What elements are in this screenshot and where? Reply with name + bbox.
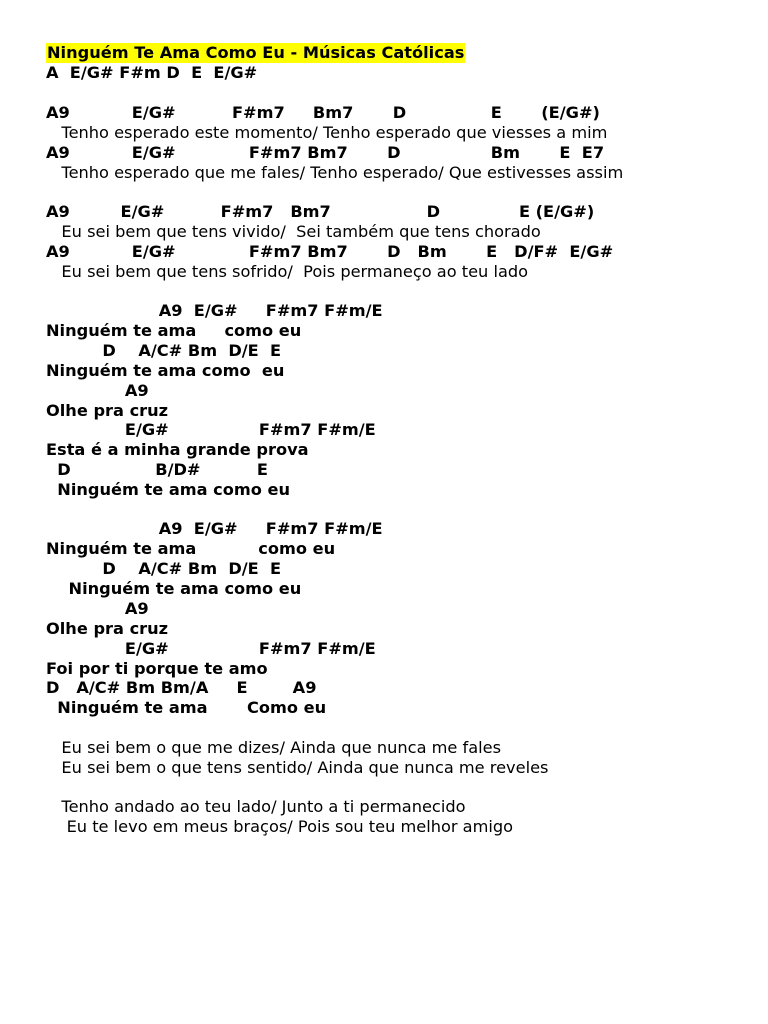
chorus-lyric-line: Ninguém te ama como eu	[46, 539, 336, 558]
chord-line: D B/D# E	[46, 460, 268, 479]
chord-line: A9	[46, 381, 149, 400]
chord-line: A E/G# F#m D E E/G#	[46, 63, 258, 82]
lyric-line: Eu sei bem que tens sofrido/ Pois permaneço ao teu lado	[46, 262, 529, 281]
lyric-line: Tenho esperado que me fales/ Tenho esperado/ Que estivesses assim	[46, 163, 624, 182]
song-title: Ninguém Te Ama Como Eu - Músicas Católicas	[47, 43, 465, 62]
chord-line: A9 E/G# F#m7 Bm7 D Bm E E7	[46, 143, 605, 162]
lyric-line: Eu sei bem que tens vivido/ Sei também que tens chorado	[46, 222, 541, 241]
chord-line: E/G# F#m7 F#m/E	[46, 639, 376, 658]
lyric-line: Tenho andado ao teu lado/ Junto a ti permanecido	[46, 797, 466, 816]
chord-line: D A/C# Bm D/E E	[46, 559, 282, 578]
lyric-line: Eu te levo em meus braços/ Pois sou teu melhor amigo	[46, 817, 514, 836]
chord-line: A9 E/G# F#m7 Bm7 D E (E/G#)	[46, 103, 600, 122]
chord-line: A9 E/G# F#m7 Bm7 D E (E/G#)	[46, 202, 595, 221]
chorus-lyric-line: Olhe pra cruz	[46, 401, 169, 420]
chord-line: D A/C# Bm Bm/A E A9	[46, 678, 317, 697]
chord-line: D A/C# Bm D/E E	[46, 341, 282, 360]
chord-line: A9 E/G# F#m7 F#m/E	[46, 301, 383, 320]
lyric-line: Tenho esperado este momento/ Tenho esperado que viesses a mim	[46, 123, 608, 142]
chorus-lyric-line: Ninguém te ama como eu	[46, 361, 285, 380]
chorus-lyric-line: Ninguém te ama como eu	[46, 321, 302, 340]
chorus-lyric-line: Ninguém te ama como eu	[46, 480, 291, 499]
chord-line: A9 E/G# F#m7 Bm7 D Bm E D/F# E/G#	[46, 242, 614, 261]
chord-line: A9	[46, 599, 149, 618]
chorus-lyric-line: Foi por ti porque te amo	[46, 659, 268, 678]
chorus-lyric-line: Esta é a minha grande prova	[46, 440, 309, 459]
chord-line: A9 E/G# F#m7 F#m/E	[46, 519, 383, 538]
chorus-lyric-line: Ninguém te ama como eu	[46, 579, 302, 598]
chorus-lyric-line: Ninguém te ama Como eu	[46, 698, 327, 717]
chord-line: E/G# F#m7 F#m/E	[46, 420, 376, 439]
chorus-lyric-line: Olhe pra cruz	[46, 619, 169, 638]
lyric-line: Eu sei bem o que tens sentido/ Ainda que nunca me reveles	[46, 758, 549, 777]
lyric-line: Eu sei bem o que me dizes/ Ainda que nunca me fales	[46, 738, 502, 757]
